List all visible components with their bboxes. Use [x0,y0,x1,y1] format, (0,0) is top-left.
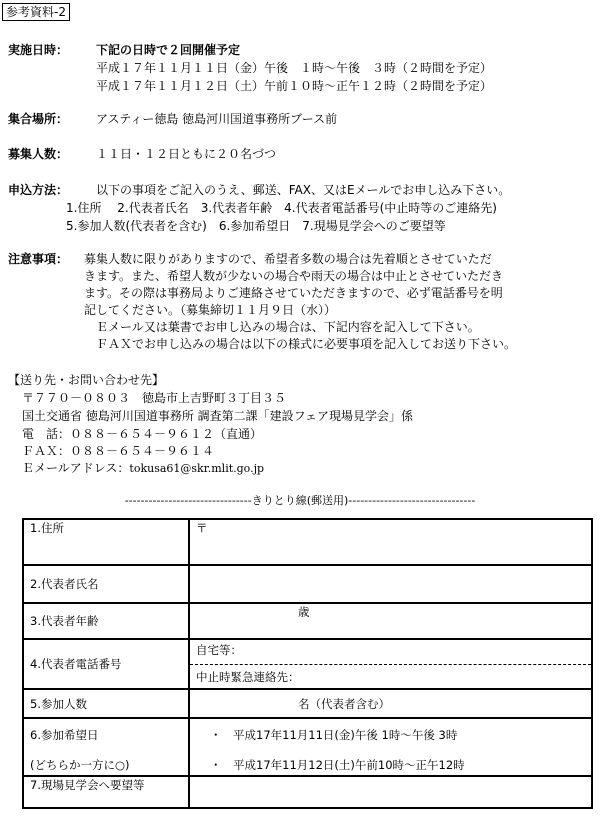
contact-email-link[interactable]: tokusa61@skr.mlit.go.jp [129,462,265,475]
schedule-label: 実施日時： [8,43,69,57]
contact-fax: ＦＡＸ：０８８－６５４－９６１４ [22,444,215,458]
form-row-age [23,603,592,639]
contact-postal-address: 〒７７０－０８０３ 徳島市上吉野町３丁目３５ [22,391,287,405]
date-option-1[interactable]: ・ 平成17年11月11日(金)午後 1時～午後 3時 [210,728,458,742]
date-note: (どちらか一方に○) [30,758,130,772]
name-field[interactable] [189,565,592,603]
meeting-place-label: 集合場所： [8,112,69,126]
participants-note: 名（代表者含む） [298,696,390,711]
application-items-1: 1.住所 2.代表者氏名 3.代表者年齢 4.代表者電話番号(中止時等のご連絡先) [66,201,497,215]
contact-email-label: Ｅメールアドレス： [22,461,130,475]
form-row-requests [23,776,592,808]
contact-phone: 電 話：０８８－６５４－９６１２（直通） [22,427,263,441]
application-intro: 以下の事項をご記入のうえ、郵送、FAX、又はEメールでお申し込み下さい。 [96,183,511,197]
form-row-address [23,519,592,565]
form-row-participants [23,689,592,718]
date-field [189,718,592,776]
requests-field[interactable] [189,776,592,808]
form-row-name [23,565,592,603]
notes-line: きます。また、希望人数が少ないの場合や雨天の場合は中止とさせていただき [84,269,504,283]
age-unit: 歳 [298,605,310,619]
name-label: 2.代表者氏名 [23,565,189,603]
application-form [22,518,593,809]
phone-label: 4.代表者電話番号 [23,639,189,689]
emergency-phone-label: 中止時緊急連絡先： [196,670,300,684]
notes-line: Ｅメール又は葉書でお申し込みの場合は、下記内容を記入して下さい。 [96,320,480,334]
date-label-cell [23,718,189,776]
home-phone-label: 自宅等： [196,643,242,657]
contact-office: 国土交通省 徳島河川国道事務所 調査第二課「建設フェア現場見学会」係 [22,409,414,423]
requests-label: 7.現場見学会へ要望等 [23,776,189,808]
document-label: 参考資料-2 [2,3,70,21]
participants-field[interactable] [189,689,592,718]
address-field[interactable] [189,519,592,565]
schedule-date-1: 平成１７年１１月１１日（金）午後 １時～午後 ３時（２時間を予定） [96,61,493,75]
meeting-place-value: アスティー徳島 徳島河川国道事務所ブース前 [96,112,338,126]
schedule-date-2: 平成１７年１１月１２日（土）午前１０時～正午１２時（２時間を予定） [96,79,493,93]
notes-label: 注意事項： [8,252,69,266]
application-items-2: 5.参加人数(代表者を含む) 6.参加希望日 7.現場見学会へのご要望等 [66,219,446,233]
age-field[interactable] [189,603,592,639]
notes-line: ＦＡＸでお申し込みの場合は以下の様式に必要事項を記入してお送り下さい。 [96,337,517,351]
phone-field[interactable] [189,639,592,689]
contact-email-row [22,460,264,477]
date-label: 6.参加希望日 [30,728,99,742]
address-label: 1.住所 [23,519,189,565]
recruitment-value: １１日・１２日ともに２０名づつ [96,147,277,161]
phone-divider [190,664,591,665]
date-option-2[interactable]: ・ 平成17年11月12日(土)午前10時～正午12時 [210,758,465,772]
application-label: 申込方法： [8,183,69,197]
recruitment-label: 募集人数： [8,147,69,161]
notes-line: ます。その際は事務局よりご連絡させていただきますので、必ず電話番号を明 [84,286,503,300]
age-label: 3.代表者年齢 [23,603,189,639]
schedule-summary: 下記の日時で２回開催予定 [96,43,241,57]
contact-heading: 【送り先・お問い合わせ先】 [8,373,165,387]
postal-mark: 〒 [196,521,208,535]
notes-line: 記してください。（募集締切１１月９日（水）） [84,303,337,317]
cut-line: --------------------------------きりとり線(郵送用)-------------------------------- [124,494,476,507]
notes-line: 募集人数に限りがありますので、希望者多数の場合は先着順とさせていただ [84,252,492,266]
form-row-date [23,718,592,776]
participants-label: 5.参加人数 [23,689,189,718]
form-row-phone [23,639,592,689]
